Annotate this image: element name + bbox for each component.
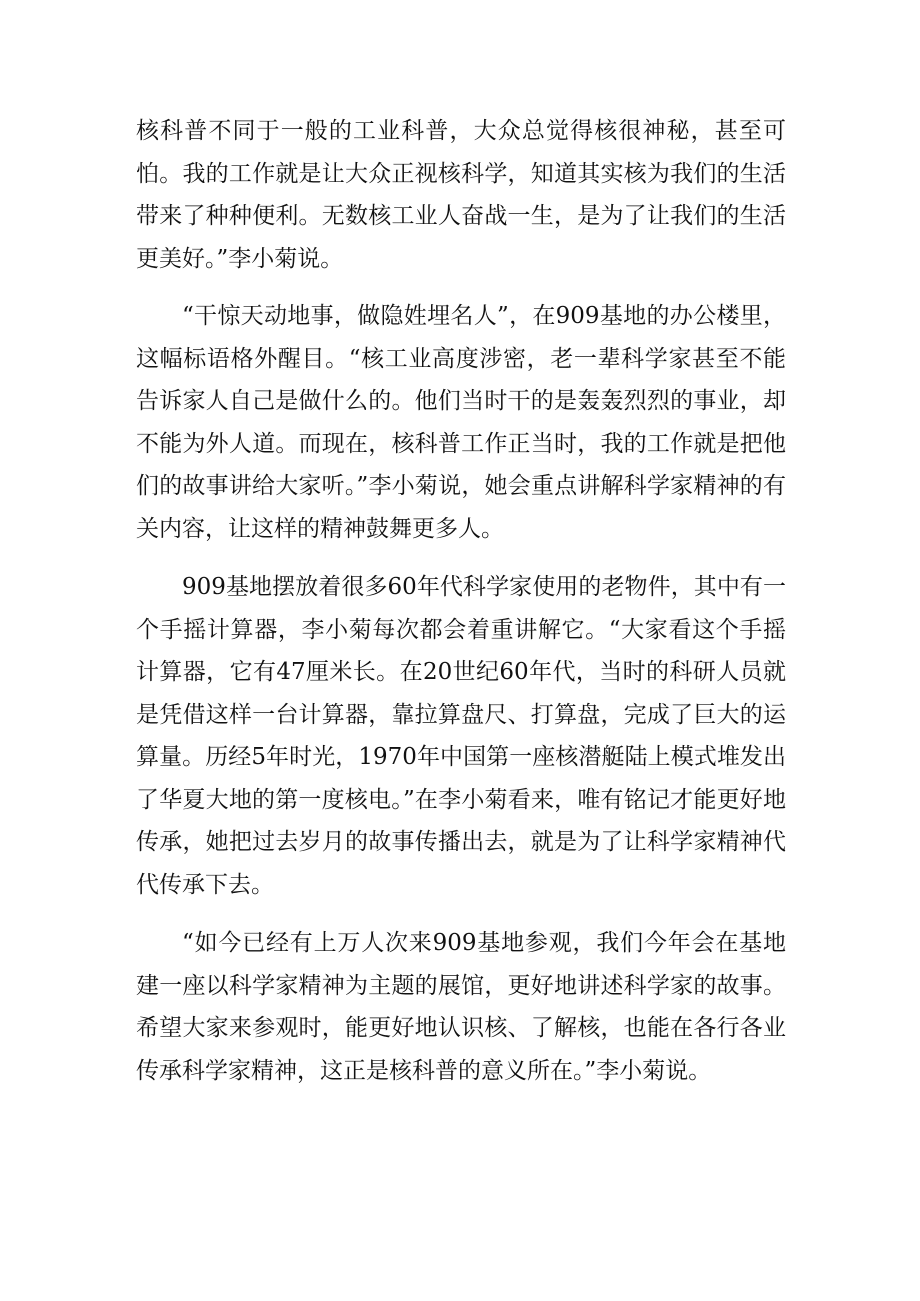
- paragraph-calculator: 909基地摆放着很多60年代科学家使用的老物件，其中有一个手摇计算器，李小菊每次都会着重讲解它。“大家看这个手摇计算器，它有47厘米长。在20世纪60年代，当时的科研人员就是凭借这样一台计算器，靠拉算盘尺、打算盘，完成了巨大的运算量。历经5年时光，1970年中国第一座核潜艇陆上模式堆发出了华夏大地的第一度核电。”在李小菊看来，唯有铭记才能更好地传承，她把过去岁月的故事传播出去，就是为了让科学家精神代代传承下去。: [136, 574, 786, 898]
- paragraph-continuation: 核科普不同于一般的工业科普，大众总觉得核很神秘，甚至可怕。我的工作就是让大众正视核科学，知道其实核为我们的生活带来了种种便利。无数核工业人奋战一生，是为了让我们的生活更美好。”李小菊说。: [136, 118, 786, 272]
- article-body: [136, 110, 786, 1108]
- paragraph-slogan: “干惊天动地事，做隐姓埋名人”，在909基地的办公楼里，这幅标语格外醒目。“核工业高度涉密，老一辈科学家甚至不能告诉家人自己是做什么的。他们当时干的是轰轰烈烈的事业，却不能为外人道。而现在，核科普工作正当时，我的工作就是把他们的故事讲给大家听。”李小菊说，她会重点讲解科学家精神的有关内容，让这样的精神鼓舞更多人。: [136, 303, 786, 542]
- paragraph-exhibition: “如今已经有上万人次来909基地参观，我们今年会在基地建一座以科学家精神为主题的展馆，更好地讲述科学家的故事。希望大家来参观时，能更好地认识核、了解核，也能在各行各业传承科学家精神，这正是核科普的意义所在。”李小菊说。: [136, 930, 786, 1084]
